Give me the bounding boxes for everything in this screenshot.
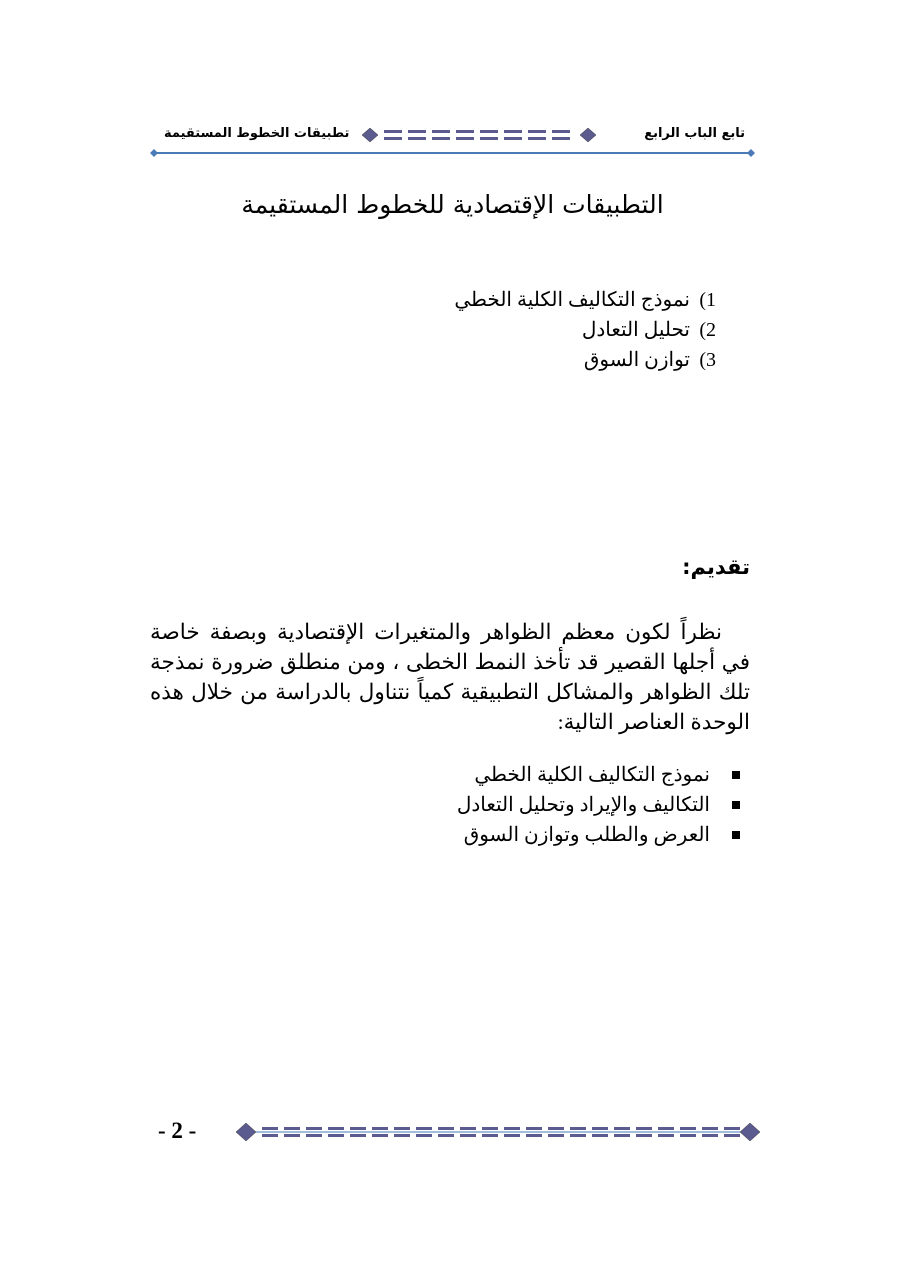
- intro-paragraph: نظراً لكون معظم الظواهر والمتغيرات الإقتصادية وبصفة خاصة في أجلها القصير قد تأخذ النمط الخطى ، ومن منطلق ضرورة نمذجة تلك الظواهر والمشاكل التطبيقية كمياً نتناول بالدراسة من خلال هذه الوحدة العناصر التالية:: [150, 620, 750, 734]
- square-bullet-icon: [732, 831, 740, 839]
- header-chapter: تابع الباب الرابع: [644, 126, 745, 141]
- section-heading: تقديم:: [682, 555, 750, 579]
- list-text: العرض والطلب وتوازن السوق: [463, 824, 710, 846]
- header-topic: تطبيقات الخطوط المستقيمة: [164, 126, 350, 141]
- page-number: - 2 -: [158, 1118, 197, 1143]
- footer-ornament: [236, 1122, 760, 1142]
- list-text: نموذج التكاليف الكلية الخطي: [474, 764, 710, 786]
- square-bullet-icon: [732, 771, 740, 779]
- list-item: [454, 315, 716, 345]
- list-item: [457, 760, 750, 790]
- list-text: تحليل التعادل: [581, 319, 690, 341]
- header-rule: [150, 148, 755, 158]
- page-header: [150, 122, 755, 162]
- list-text: نموذج التكاليف الكلية الخطي: [454, 289, 690, 311]
- square-bullet-icon: [732, 801, 740, 809]
- page-footer: [150, 1118, 760, 1148]
- list-item: [457, 790, 750, 820]
- list-item: [454, 345, 716, 375]
- header-ornament: [362, 127, 598, 143]
- page-title: التطبيقات الإقتصادية للخطوط المستقيمة: [241, 190, 664, 219]
- list-text: توازن السوق: [583, 349, 690, 371]
- list-number: 2): [699, 319, 716, 341]
- list-item: [454, 285, 716, 315]
- list-item: [457, 820, 750, 850]
- list-text: التكاليف والإيراد وتحليل التعادل: [456, 794, 710, 816]
- list-number: 3): [699, 349, 716, 371]
- list-number: 1): [699, 289, 716, 311]
- elements-list: [457, 760, 750, 850]
- topics-list: [454, 285, 716, 375]
